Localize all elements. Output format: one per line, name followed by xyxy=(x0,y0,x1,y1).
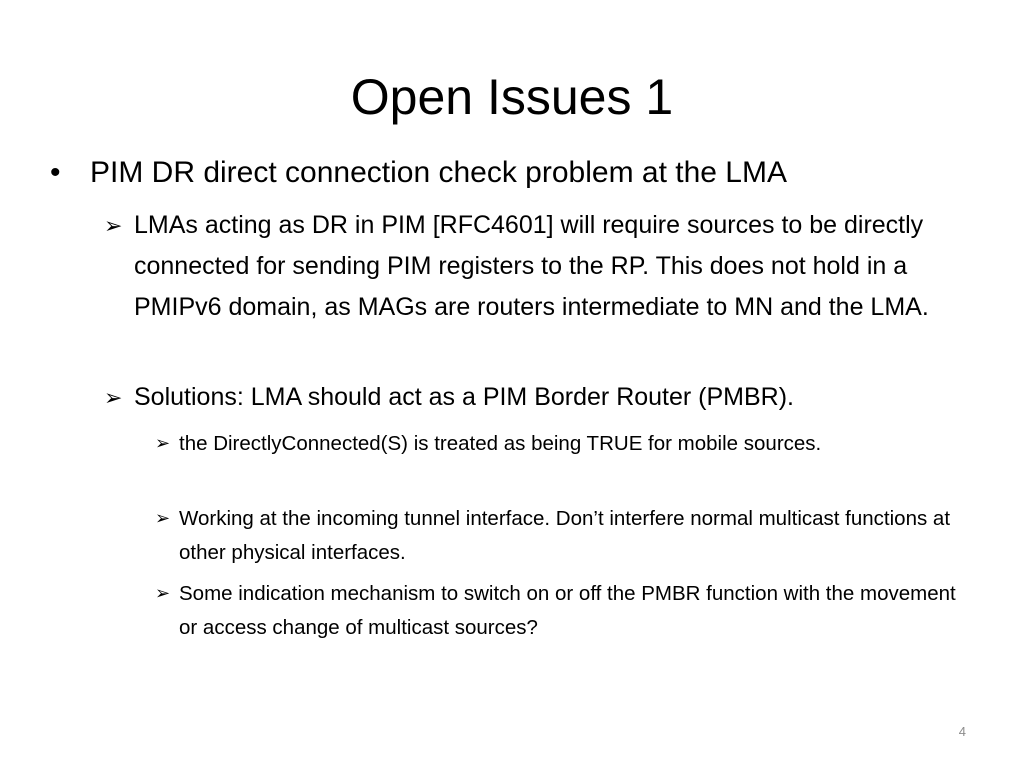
bullet-text: Solutions: LMA should act as a PIM Border Router (PMBR). xyxy=(134,383,794,411)
arrow-bullet-icon: ➢ xyxy=(104,213,123,238)
arrow-bullet-icon: ➢ xyxy=(155,508,171,528)
slide-title: Open Issues 1 xyxy=(350,69,674,125)
bullet-text: LMAs acting as DR in PIM [RFC4601] will require sources to be directly connected for sending PIM registers to the RP. This does not hold in a PMIPv6 domain, as MAGs are routers intermediate to MN and the LMA. xyxy=(134,211,929,321)
bullet-text: Some indication mechanism to switch on or off the PMBR function with the movement or access change of multicast sources? xyxy=(179,582,956,639)
bullet-text: Working at the incoming tunnel interface. Don’t interfere normal multicast functions at other physical interfaces. xyxy=(179,507,951,564)
arrow-bullet-icon: ➢ xyxy=(104,385,123,410)
bullet-text: the DirectlyConnected(S) is treated as being TRUE for mobile sources. xyxy=(179,432,822,455)
arrow-bullet-icon: ➢ xyxy=(155,433,171,453)
bullet-text: PIM DR direct connection check problem at the LMA xyxy=(90,156,787,189)
bullet-dot-icon: • xyxy=(50,156,61,189)
slide-number: 4 xyxy=(958,724,966,739)
arrow-bullet-icon: ➢ xyxy=(155,583,171,603)
